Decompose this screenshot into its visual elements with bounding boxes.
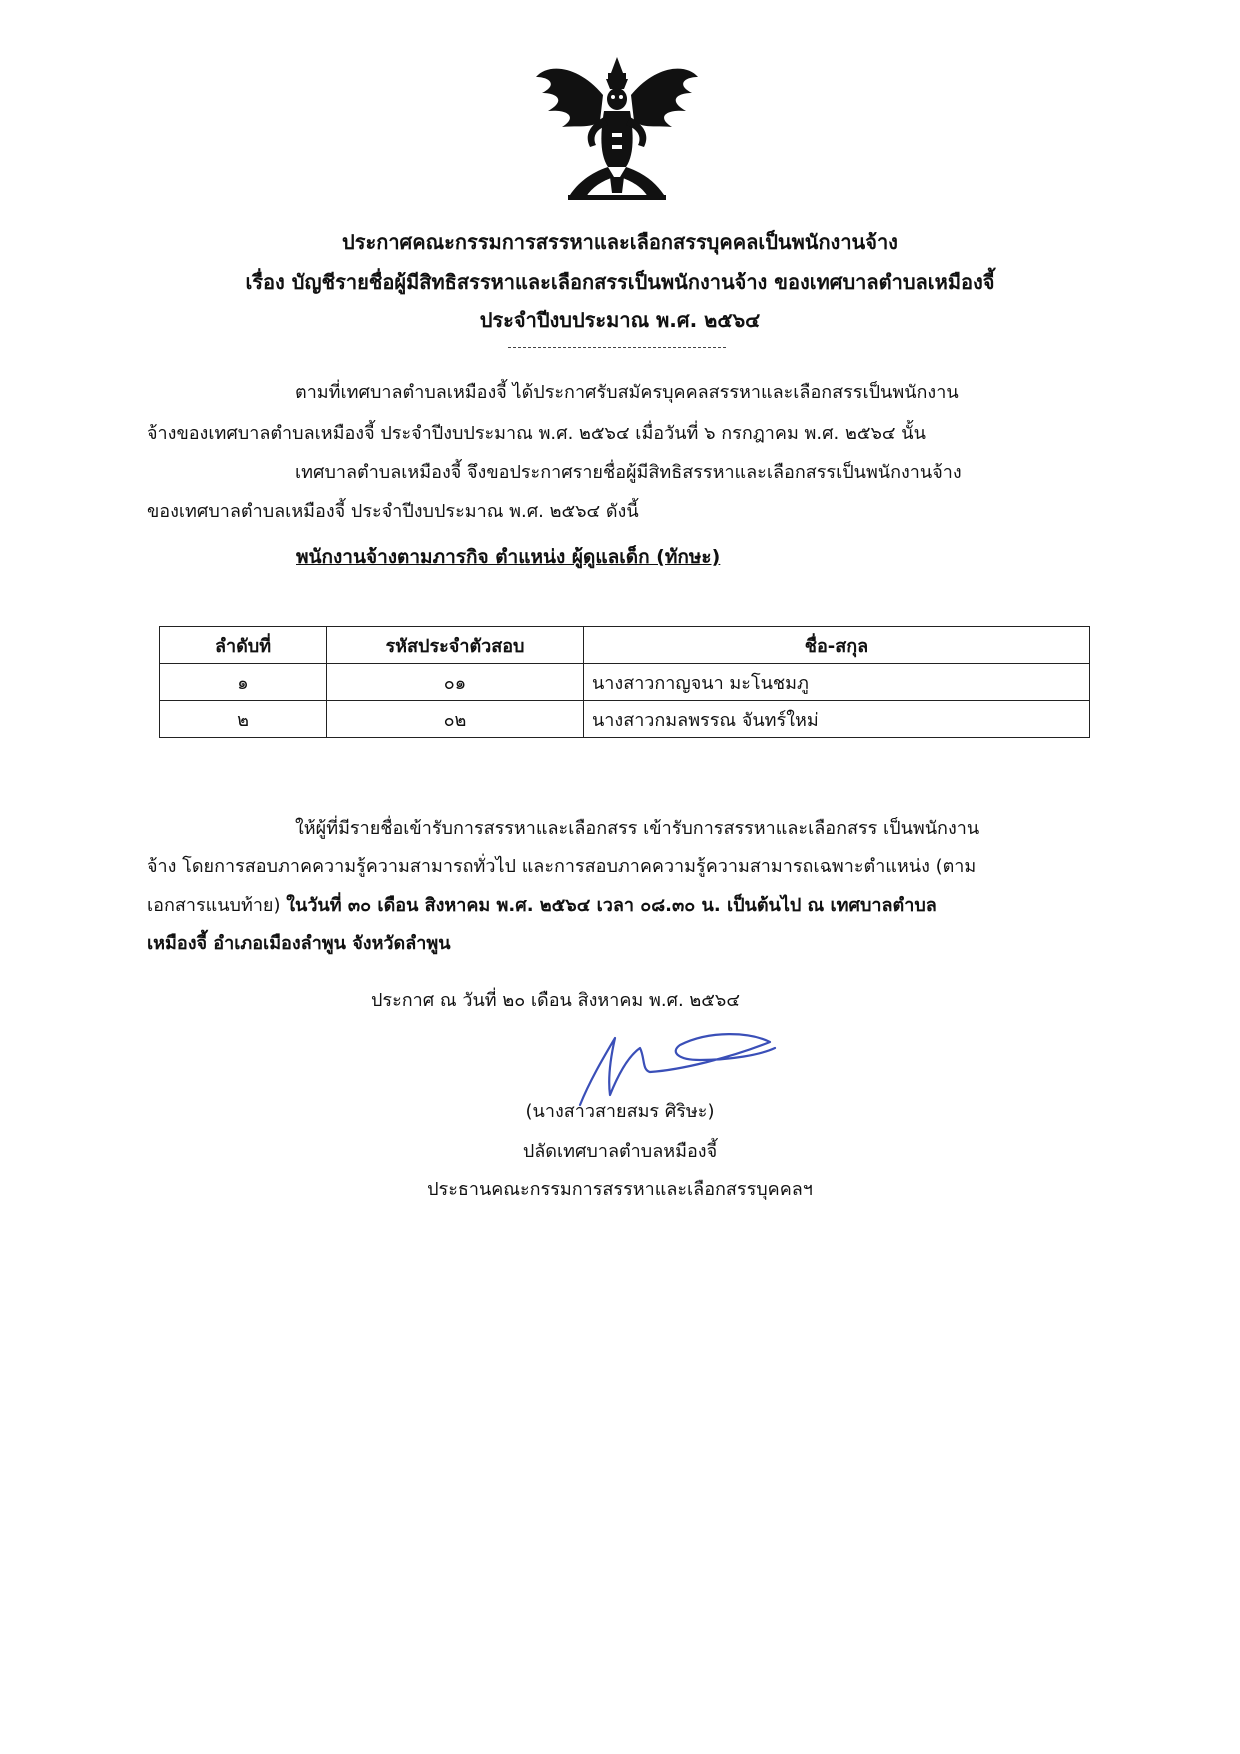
table-row — [160, 664, 1090, 701]
position-heading: พนักงานจ้างตามภารกิจ ตำแหน่ง ผู้ดูแลเด็ก (ทักษะ) — [296, 546, 721, 568]
paragraph-2-line-1: เทศบาลตำบลเหมืองจี้ จึงขอประกาศรายชื่อผู้มีสิทธิสรรหาและเลือกสรรเป็นพนักงานจ้าง — [295, 462, 962, 483]
column-header-exam-code: รหัสประจำตัวสอบ — [327, 627, 584, 664]
signatory-name: (นางสาวสายสมร ศิริษะ) — [525, 1101, 715, 1122]
cell-number: ๑ — [160, 664, 327, 701]
title-divider — [508, 347, 726, 348]
fiscal-year: ประจำปีงบประมาณ พ.ศ. ๒๕๖๔ — [479, 308, 761, 332]
exam-location: เหมืองจี้ อำเภอเมืองลำพูน จังหวัดลำพูน — [147, 933, 451, 954]
instructions-line-3-normal: เอกสารแนบท้าย) — [147, 895, 287, 916]
paragraph-1-line-1: ตามที่เทศบาลตำบลเหมืองจี้ ได้ประกาศรับสมัครบุคคลสรรหาและเลือกสรรเป็นพนักงาน — [295, 382, 959, 403]
table-row — [160, 701, 1090, 738]
instructions-line-1: ให้ผู้ที่มีรายชื่อเข้ารับการสรรหาและเลือกสรร เข้ารับการสรรหาและเลือกสรร เป็นพนักงาน — [295, 818, 980, 839]
instructions-line-3 — [147, 891, 937, 921]
announcement-title: ประกาศคณะกรรมการสรรหาและเลือกสรรบุคคลเป็นพนักงานจ้าง — [342, 230, 898, 254]
cell-exam-code: ๐๑ — [327, 664, 584, 701]
cell-number: ๒ — [160, 701, 327, 738]
cell-name: นางสาวกมลพรรณ จันทร์ใหม่ — [584, 701, 1090, 738]
exam-date-time: ในวันที่ ๓๐ เดือน สิงหาคม พ.ศ. ๒๕๖๔ เวลา ๐๘.๓๐ น. เป็นต้นไป ณ เทศบาลตำบล — [286, 895, 937, 916]
signatory-role: ประธานคณะกรรมการสรรหาและเลือกสรรบุคคลฯ — [427, 1179, 813, 1200]
column-header-number: ลำดับที่ — [160, 627, 327, 664]
table-header-row — [160, 627, 1090, 664]
cell-name: นางสาวกาญจนา มะโนชมภู — [584, 664, 1090, 701]
candidate-table — [159, 626, 1090, 738]
paragraph-1-line-2: จ้างของเทศบาลตำบลเหมืองจี้ ประจำปีงบประมาณ พ.ศ. ๒๕๖๔ เมื่อวันที่ ๖ กรกฎาคม พ.ศ. ๒๕๖๔ นั้น — [147, 423, 926, 444]
paragraph-2-line-2: ของเทศบาลตำบลเหมืองจี้ ประจำปีงบประมาณ พ.ศ. ๒๕๖๔ ดังนี้ — [147, 501, 639, 522]
instructions-line-2: จ้าง โดยการสอบภาคความรู้ความสามารถทั่วไป และการสอบภาคความรู้ความสามารถเฉพาะตำแหน่ง (ตาม — [147, 856, 977, 877]
announcement-date: ประกาศ ณ วันที่ ๒๐ เดือน สิงหาคม พ.ศ. ๒๕๖๔ — [371, 990, 740, 1011]
announcement-subject: เรื่อง บัญชีรายชื่อผู้มีสิทธิสรรหาและเลือกสรรเป็นพนักงานจ้าง ของเทศบาลตำบลเหมืองจี้ — [245, 270, 995, 294]
column-header-name: ชื่อ-สกุล — [584, 627, 1090, 664]
signatory-position: ปลัดเทศบาลตำบลหมืองจี้ — [522, 1141, 718, 1162]
handwritten-signature — [560, 1010, 810, 1110]
garuda-emblem-icon — [528, 55, 706, 203]
cell-exam-code: ๐๒ — [327, 701, 584, 738]
